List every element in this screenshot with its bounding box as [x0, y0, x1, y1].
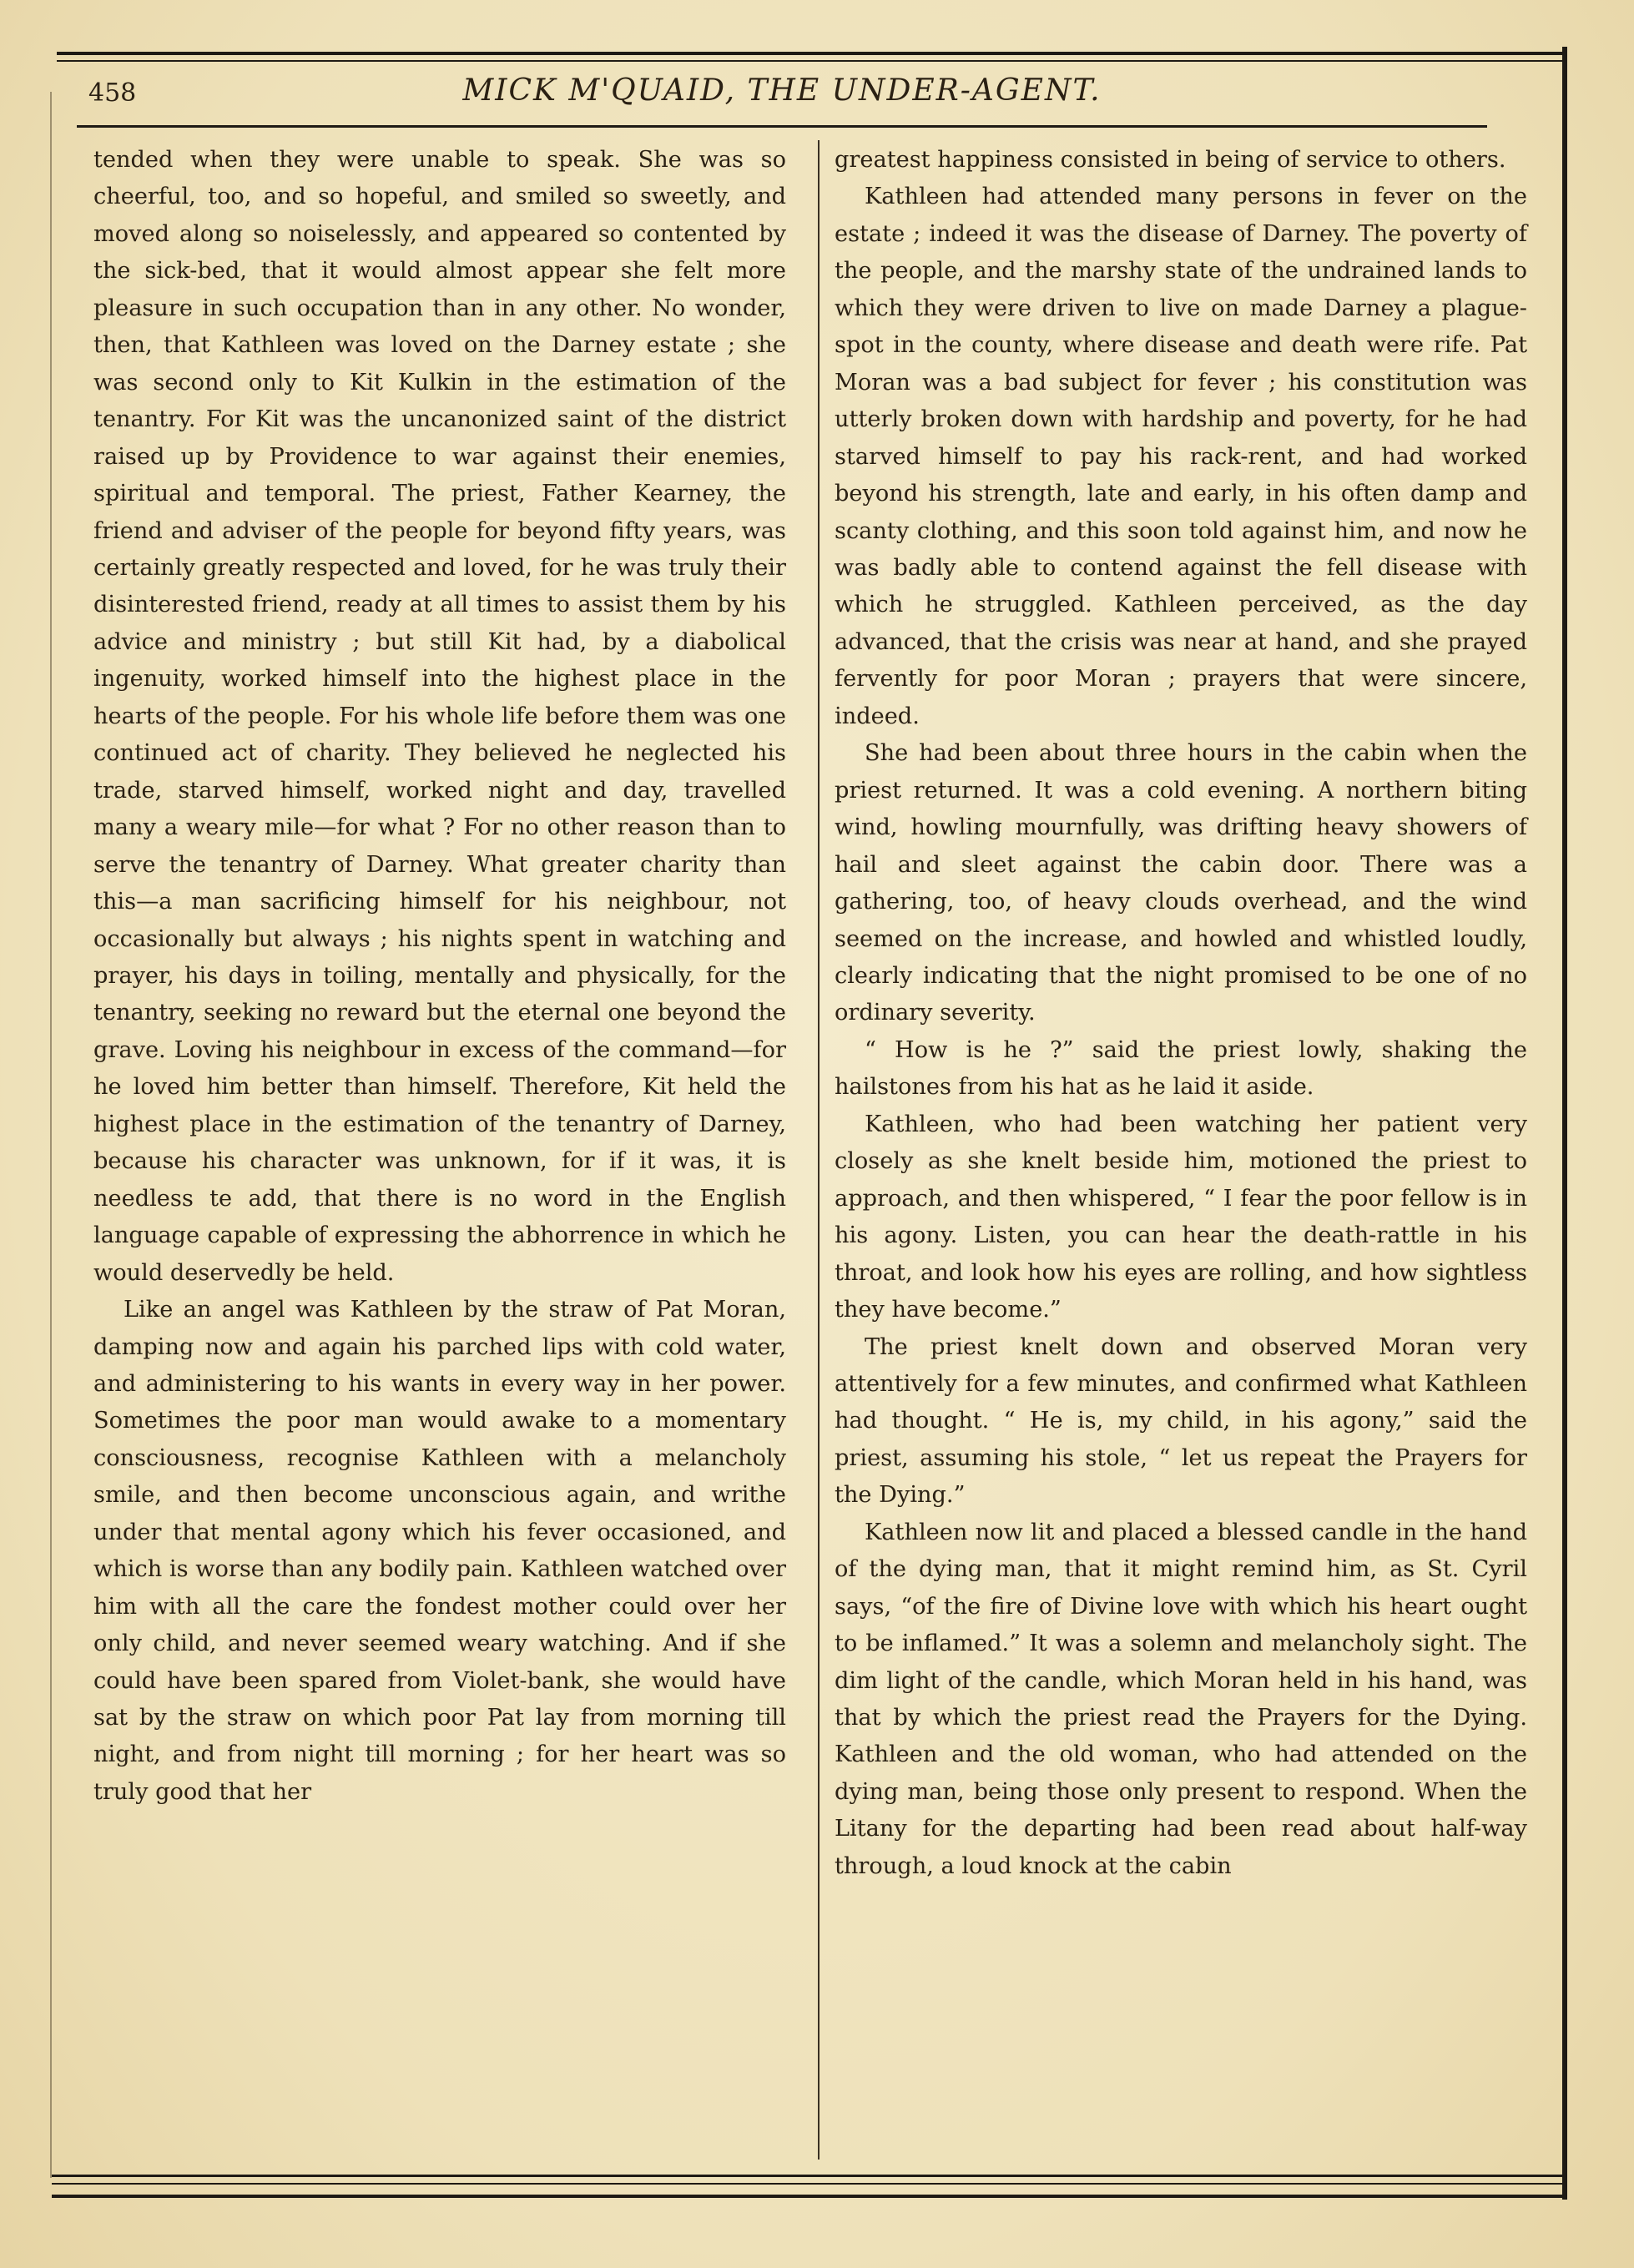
column-divider [818, 140, 820, 2160]
page-header [77, 70, 1487, 123]
top-border-rule-thin [57, 60, 1564, 62]
running-title: MICK M'QUAID, THE UNDER-AGENT. [462, 73, 1102, 108]
left-column [93, 142, 786, 1811]
paragraph: Like an angel was Kathleen by the straw of Pat Moran, damping now and again his parched lips with cold water, and administering to his wants in every way in her power. Sometimes the poor man would awake to a momentary consciousness, recognise Kathleen with a melancholy smile, and then become unconscious again, and writhe under that mental agony which his fever occasioned, and which is worse than any bodily pain. Kathleen watched over him with all the care the fondest mother could over her only child, and never seemed weary watching. And if she could have been spared from Violet-bank, she would have sat by the straw on which poor Pat lay from morning till night, and from night till morning ; for her heart was so truly good that her [93, 1297, 786, 1805]
paragraph: Kathleen had attended many persons in fever on the estate ; indeed it was the disease of Darney. The poverty of the people, and the marshy state of the undrained lands to which they were driven to live on made Darney a plague-spot in the county, where disease and death were rife. Pat Moran was a bad subject for fever ; his constitution was utterly broken down with hardship and poverty, for he had starved himself to pay his rack-rent, and had worked beyond his strength, late and early, in his often damp and scanty clothing, and this soon told against him, and now he was badly able to contend against the fell disease with which he struggled. Kathleen perceived, as the day advanced, that the crisis was near at hand, and she prayed fervently for poor Moran ; prayers that were sincere, indeed. [835, 184, 1527, 729]
top-border-rule [57, 52, 1564, 55]
bottom-border-rule-thin [52, 2183, 1564, 2185]
paragraph: Kathleen now lit and placed a blessed candle in the hand of the dying man, that it might remind him, as St. Cyril says, “of the fire of Divine love with which his heart ought to be inflamed.” It was a solemn and melancholy sight. The dim light of the candle, which Moran held in his hand, was that by which the priest read the Prayers for the Dying. Kathleen and the old woman, who had attended on the dying man, being those only present to respond. When the Litany for the departing had been read about half-way through, a loud knock at the cabin [835, 1519, 1527, 1879]
left-margin-line [50, 92, 52, 2178]
paragraph: Kathleen, who had been watching her patient very closely as she knelt beside him, motioned the priest to approach, and then whispered, “ I fear the poor fellow is in his agony. Listen, you can hear the death-rattle in his throat, and look how his eyes are rolling, and how sightless they have become.” [835, 1111, 1527, 1323]
right-border-rule [1562, 47, 1567, 2200]
paragraph: tended when they were unable to speak. She was so cheerful, too, and so hopeful, and smiled so sweetly, and moved along so noiselessly, and appeared so contented by the sick-bed, that it would almost appear she felt more pleasure in such occupation than in any other. No wonder, then, that Kathleen was loved on the Darney estate ; she was second only to Kit Kulkin in the estimation of the tenantry. For Kit was the uncanonized saint of the district raised up by Providence to war against their enemies, spiritual and temporal. The priest, Father Kearney, the friend and adviser of the people for beyond fifty years, was certainly greatly respected and loved, for he was truly their disinterested friend, ready at all times to assist them by his advice and ministry ; but still Kit had, by a diabolical ingenuity, worked himself into the highest place in the hearts of the people. For his whole life before them was one continued act of charity. They believed he neglected his trade, starved himself, worked night and day, travelled many a weary mile—for what ? For no other reason than to serve the tenantry of Darney. What greater charity than this—a man sacrificing himself for his neighbour, not occasionally but always ; his nights spent in watching and prayer, his days in toiling, mentally and physically, for the tenantry, seeking no reward but the eternal one beyond the grave. Loving his neighbour in excess of the command—for he loved him better than himself. Therefore, Kit held the highest place in the estimation of the tenantry of Darney, because his character was unknown, for if it was, it is needless te add, that there is no word in the English language capable of expressing the abhorrence in which he would deservedly be held. [93, 147, 786, 1286]
paragraph: She had been about three hours in the cabin when the priest returned. It was a cold evening. A northern biting wind, howling mournfully, was drifting heavy showers of hail and sleet against the cabin door. There was a gathering, too, of heavy clouds overhead, and the wind seemed on the increase, and howled and whistled loudly, clearly indicating that the night promised to be one of no ordinary severity. [835, 740, 1527, 1026]
paragraph: “ How is he ?” said the priest lowly, shaking the hailstones from his hat as he laid it aside. [835, 1036, 1527, 1101]
page-number: 458 [88, 78, 137, 108]
header-rule [77, 125, 1487, 128]
right-column [835, 142, 1527, 1885]
paragraph: The priest knelt down and observed Moran very attentively for a few minutes, and confirmed what Kathleen had thought. “ He is, my child, in his agony,” said the priest, assuming his stole, “ let us repeat the Prayers for the Dying.” [835, 1333, 1527, 1509]
bottom-border-rule-thick [52, 2195, 1564, 2198]
bottom-border-rule [52, 2175, 1564, 2177]
paragraph: greatest happiness consisted in being of service to others. [835, 147, 1506, 173]
